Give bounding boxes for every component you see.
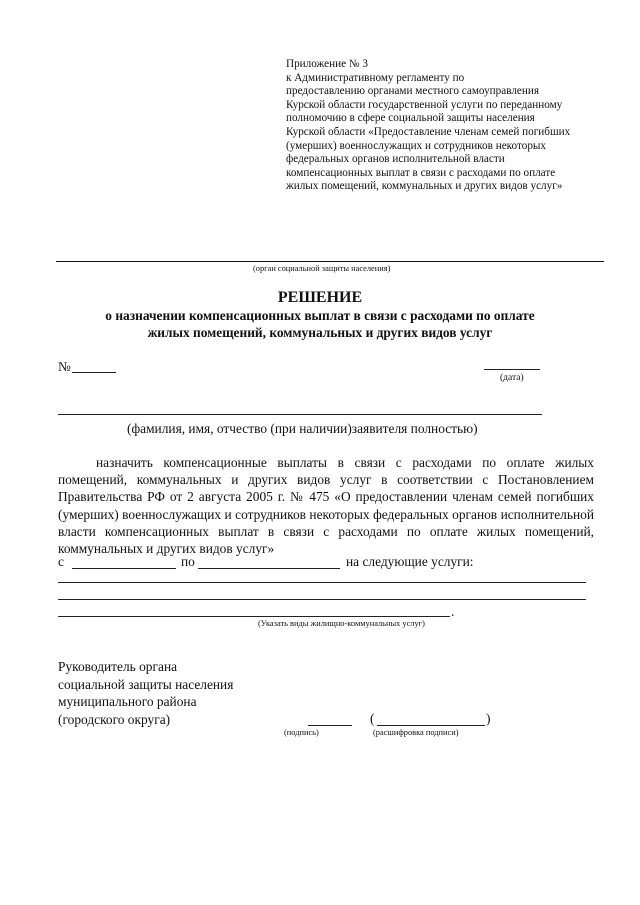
decode-open-paren: (: [370, 711, 375, 726]
from-date-field[interactable]: [72, 568, 176, 569]
signature-field-line[interactable]: [308, 725, 352, 726]
appendix-line: федеральных органов исполнительной власти: [286, 153, 505, 166]
appendix-line: Курской области «Предоставление членам семей погибших: [286, 125, 571, 138]
fio-caption: (фамилия, имя, отчество (при наличии)заявителя полностью): [127, 421, 478, 436]
signature-line: (городского округа): [58, 711, 171, 727]
services-field-line[interactable]: [58, 582, 586, 583]
appendix-line: Приложение № 3: [286, 58, 368, 70]
document-subtitle: [40, 307, 600, 341]
services-label: на следующие услуги:: [346, 554, 474, 569]
date-field-line[interactable]: [484, 369, 540, 370]
organ-field-line[interactable]: [56, 261, 604, 262]
signature-line: социальной защиты населения: [58, 676, 234, 692]
subtitle-line: жилых помещений, коммунальных и других видов услуг: [147, 325, 493, 340]
decode-close-paren: ): [486, 711, 491, 726]
services-period: .: [451, 604, 455, 619]
to-label: по: [181, 554, 195, 569]
decode-field-line[interactable]: [377, 725, 485, 726]
to-date-field[interactable]: [198, 568, 340, 569]
fio-field-line[interactable]: [58, 414, 542, 415]
services-field-line[interactable]: [58, 616, 450, 617]
appendix-line: предоставлению органами местного самоуправления: [286, 85, 540, 98]
signature-line: муниципального района: [58, 694, 197, 710]
decision-text: [58, 454, 594, 557]
appendix-line: компенсационных выплат в связи с расходами по оплате: [286, 166, 556, 179]
appendix-line: полномочию в сфере социальной защиты населения: [286, 112, 535, 125]
subtitle-line: о назначении компенсационных выплат в связи с расходами по оплате: [105, 308, 535, 323]
date-caption: (дата): [500, 373, 524, 383]
services-field-line[interactable]: [58, 599, 586, 600]
signature-block: [58, 658, 233, 728]
appendix-line: Курской области государственной услуги по переданному: [286, 98, 563, 111]
organ-caption: (орган социальной защиты населения): [253, 264, 391, 273]
appendix-block: [286, 58, 596, 194]
from-label: с: [58, 554, 64, 569]
decision-paragraph: назначить компенсационные выплаты в связи с расходами по оплате жилых помещений, коммунальных и других видов услуг в соответствии с Постановлением Правительства РФ от 2 августа 2005 г. № 475 «О предоставлении членам семей погибших (умерших) военнослужащих и сотрудников некоторых федеральных органов исполнительной власти компенсационных выплат в связи с расходами по оплате жилых помещений, коммунальных и других видов услуг»: [58, 455, 594, 557]
appendix-line: к Административному регламенту по: [286, 71, 465, 84]
appendix-line: (умерших) военнослужащих и сотрудников некоторых: [286, 139, 547, 152]
number-label: №: [58, 359, 71, 374]
services-caption: (Указать виды жилищно-коммунальных услуг): [258, 619, 425, 628]
signature-line: Руководитель органа: [58, 659, 178, 674]
document-title: РЕШЕНИЕ: [277, 289, 363, 306]
signature-caption: (подпись): [284, 728, 319, 737]
number-field-line[interactable]: [72, 372, 116, 373]
decode-caption: (расшифровка подписи): [373, 728, 459, 737]
appendix-line: жилых помещений, коммунальных и других видов услуг»: [286, 180, 563, 193]
